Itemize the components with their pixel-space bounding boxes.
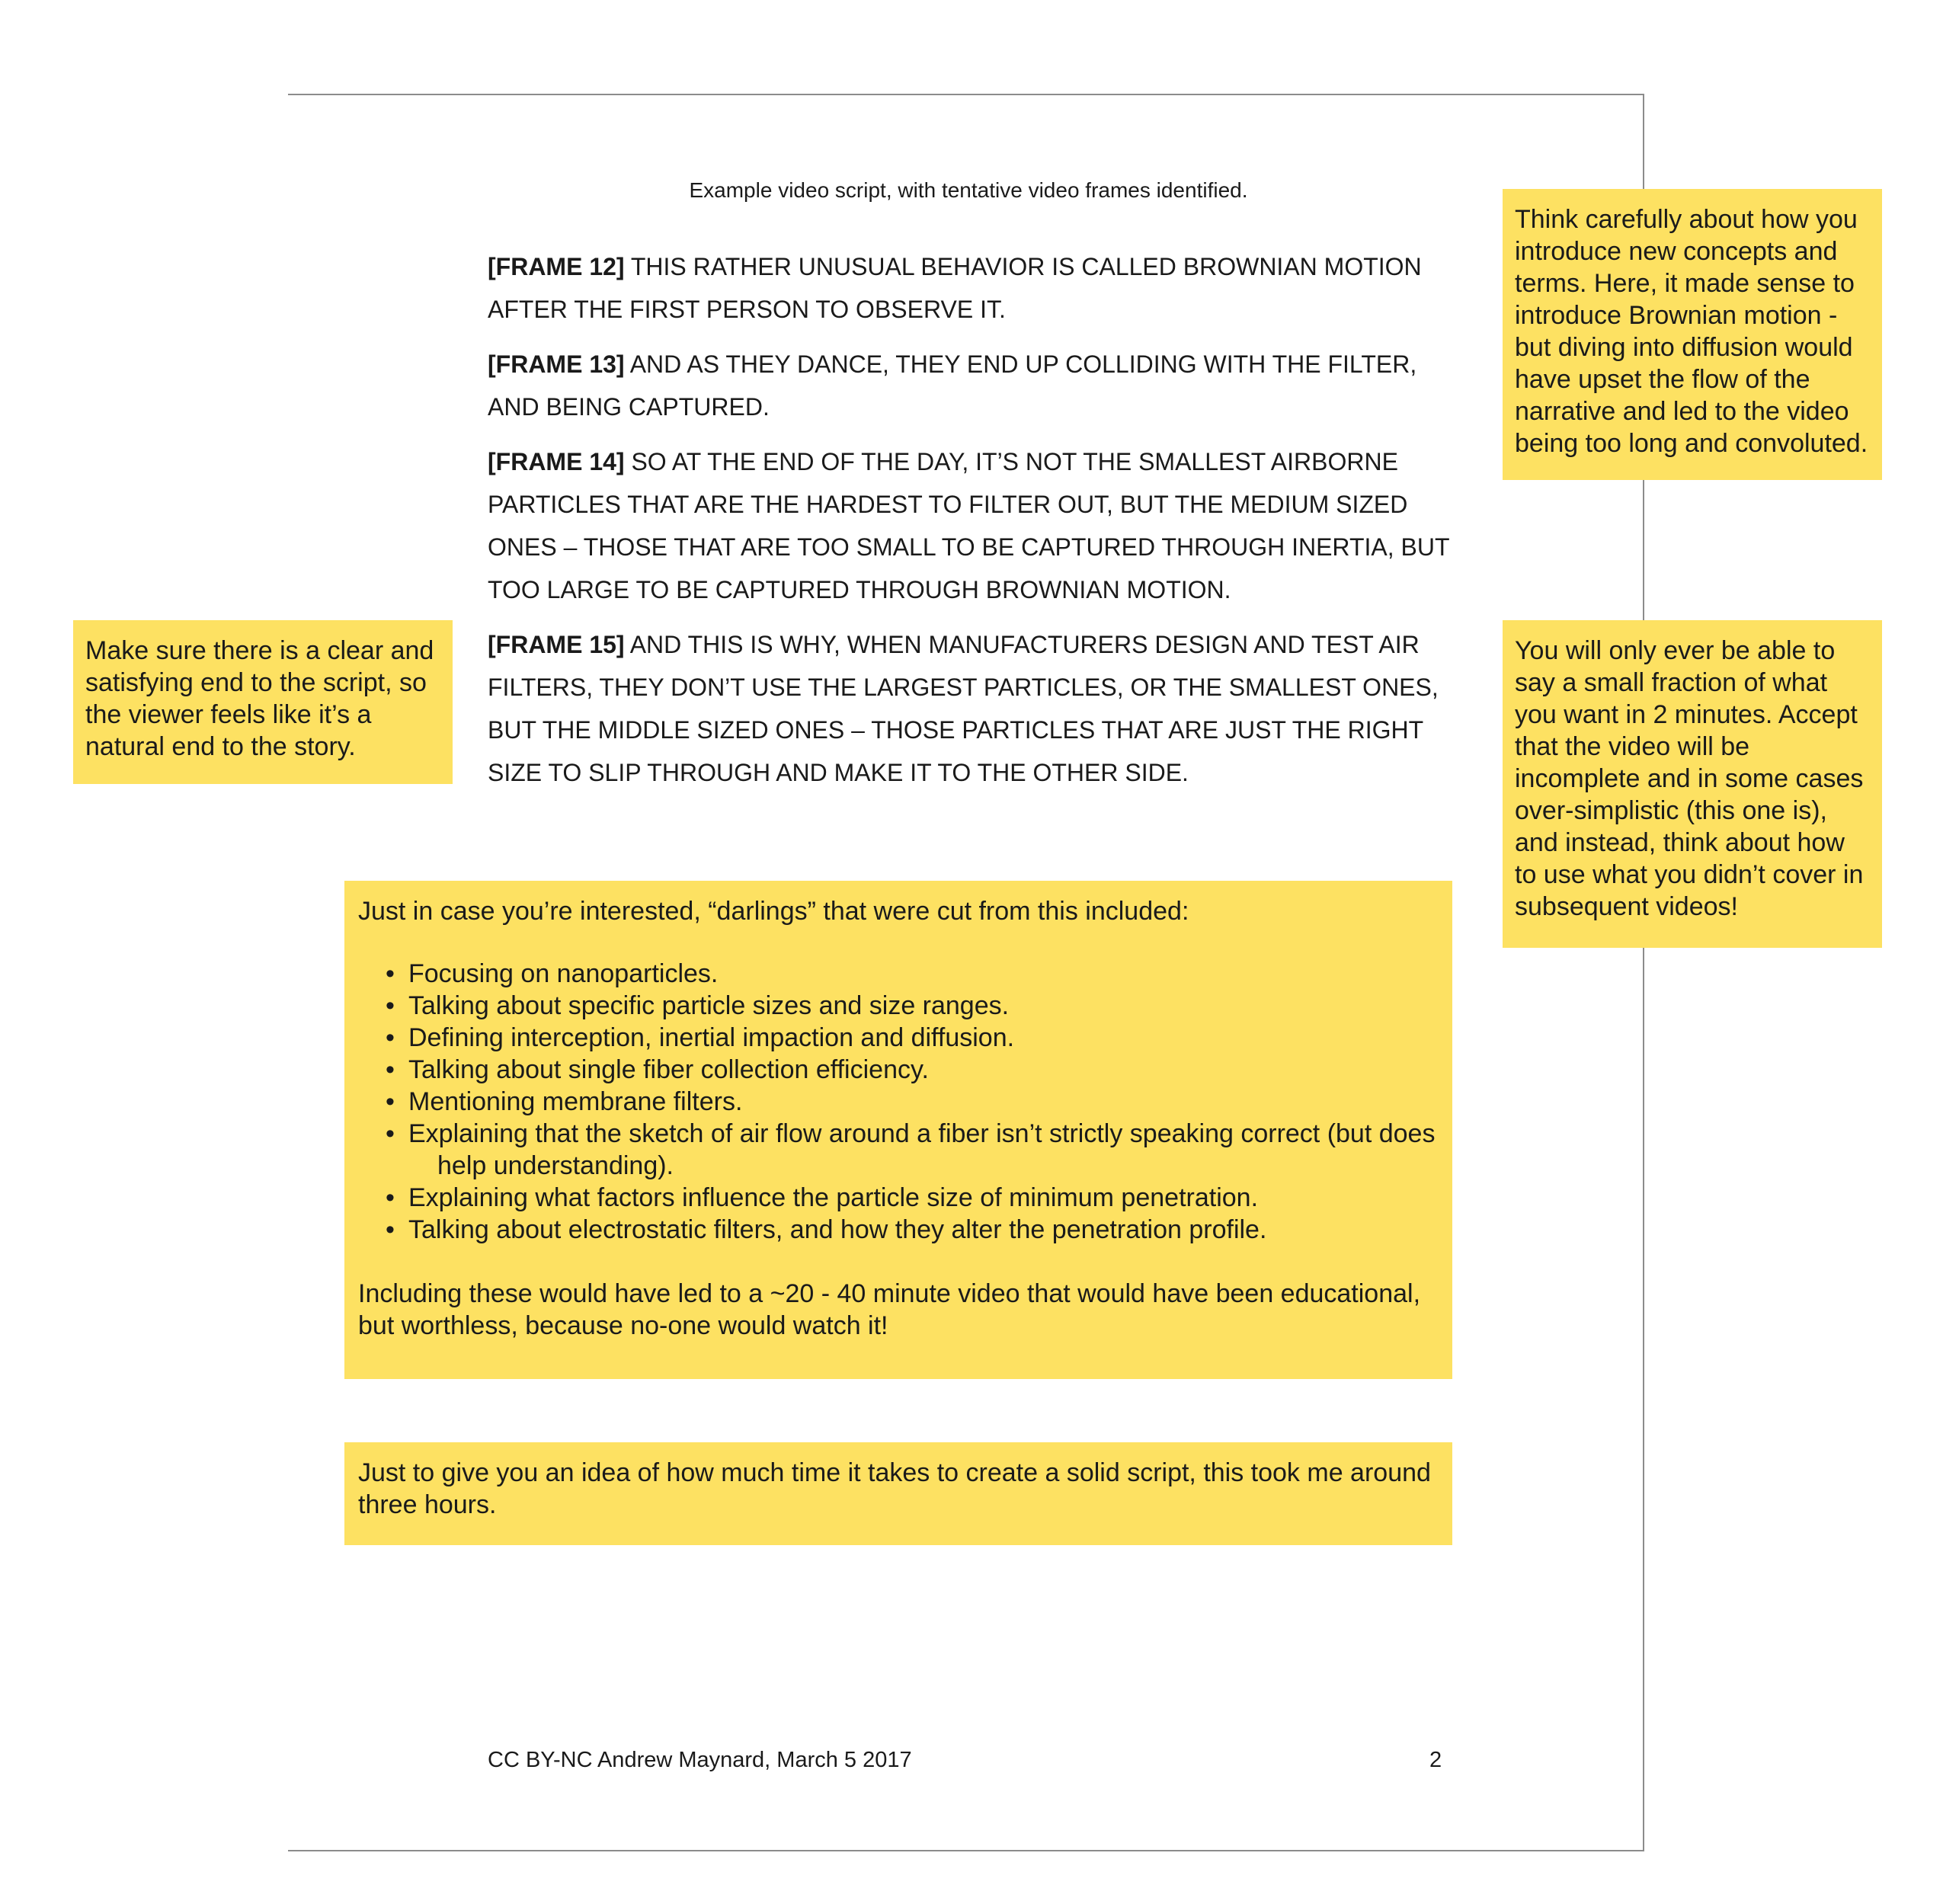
- list-item: • Talking about electrostatic filters, and how they alter the penetration profile.: [408, 1214, 1439, 1246]
- list-item: • Defining interception, inertial impaction and diffusion.: [408, 1022, 1439, 1054]
- list-item: • Explaining what factors influence the particle size of minimum penetration.: [408, 1182, 1439, 1214]
- frame-14: [488, 440, 1471, 611]
- list-item: • Focusing on nanoparticles.: [408, 958, 1439, 990]
- note-text: You will only ever be able to say a small fraction of what you want in 2 minutes. Accept that the video will be incomplete and in some cases over-simplistic (this one is), and instead, think about how to use what you didn’t cover in subsequent videos!: [1515, 636, 1864, 921]
- frame-text: AND THIS IS WHY, WHEN MANUFACTURERS DESIGN AND TEST AIR FILTERS, THEY DON’T USE THE LARGEST PARTICLES, OR THE SMALLEST ONES, BUT THE MIDDLE SIZED ONES – THOSE PARTICLES THAT ARE JUST THE RIGHT SIZE TO SLIP THROUGH AND MAKE IT TO THE OTHER SIDE.: [488, 631, 1439, 786]
- frame-12: [488, 245, 1471, 331]
- page-top-edge: [288, 94, 1644, 95]
- darlings-outro: Including these would have led to a ~20 - 40 minute video that would have been educational, but worthless, because no-one would watch it!: [358, 1279, 1421, 1340]
- note-text: Make sure there is a clear and satisfying end to the script, so the viewer feels like it’s a natural end to the story.: [85, 636, 434, 761]
- frame-tag: [FRAME 14]: [488, 448, 625, 475]
- frame-15: [488, 623, 1471, 794]
- note-satisfying-end: [73, 620, 453, 784]
- note-darlings: [344, 881, 1452, 1379]
- frame-text: THIS RATHER UNUSUAL BEHAVIOR IS CALLED BROWNIAN MOTION AFTER THE FIRST PERSON TO OBSERVE IT.: [488, 253, 1422, 323]
- note-time-taken: [344, 1442, 1452, 1545]
- frame-13: [488, 343, 1471, 428]
- darlings-intro: Just in case you’re interested, “darlings” that were cut from this included:: [358, 897, 1189, 926]
- list-item: • Explaining that the sketch of air flow around a fiber isn’t strictly speaking correct (but does help understanding).: [408, 1118, 1439, 1182]
- page-number: 2: [1429, 1748, 1442, 1772]
- note-new-concepts: [1503, 189, 1882, 480]
- note-text: Think carefully about how you introduce new concepts and terms. Here, it made sense to introduce Brownian motion - but diving into diffusion would have upset the flow of the narrative and led to the video being too long and convoluted.: [1515, 205, 1868, 458]
- frame-tag: [FRAME 15]: [488, 631, 625, 658]
- page-bottom-edge: [288, 1850, 1644, 1851]
- note-text: Just to give you an idea of how much time it takes to create a solid script, this took me around three hours.: [358, 1458, 1431, 1519]
- page-caption: Example video script, with tentative video frames identified.: [689, 178, 1248, 202]
- list-item-continuation: help understanding).: [437, 1151, 674, 1180]
- frame-text: SO AT THE END OF THE DAY, IT’S NOT THE SMALLEST AIRBORNE PARTICLES THAT ARE THE HARDEST TO FILTER OUT, BUT THE MEDIUM SIZED ONES – THOSE THAT ARE TOO SMALL TO BE CAPTURED THROUGH INERTIA, BUT TOO LARGE TO BE CAPTURED THROUGH BROWNIAN MOTION.: [488, 448, 1449, 603]
- list-item: • Talking about specific particle sizes and size ranges.: [408, 990, 1439, 1022]
- script-body: [488, 245, 1471, 794]
- footer-license: CC BY-NC Andrew Maynard, March 5 2017: [488, 1748, 912, 1772]
- note-incomplete-video: [1503, 620, 1882, 948]
- darlings-list: [358, 958, 1439, 1246]
- list-item: • Talking about single fiber collection efficiency.: [408, 1054, 1439, 1086]
- frame-tag: [FRAME 12]: [488, 253, 625, 280]
- list-item: • Mentioning membrane filters.: [408, 1086, 1439, 1118]
- frame-text: AND AS THEY DANCE, THEY END UP COLLIDING WITH THE FILTER, AND BEING CAPTURED.: [488, 350, 1417, 421]
- frame-tag: [FRAME 13]: [488, 350, 625, 378]
